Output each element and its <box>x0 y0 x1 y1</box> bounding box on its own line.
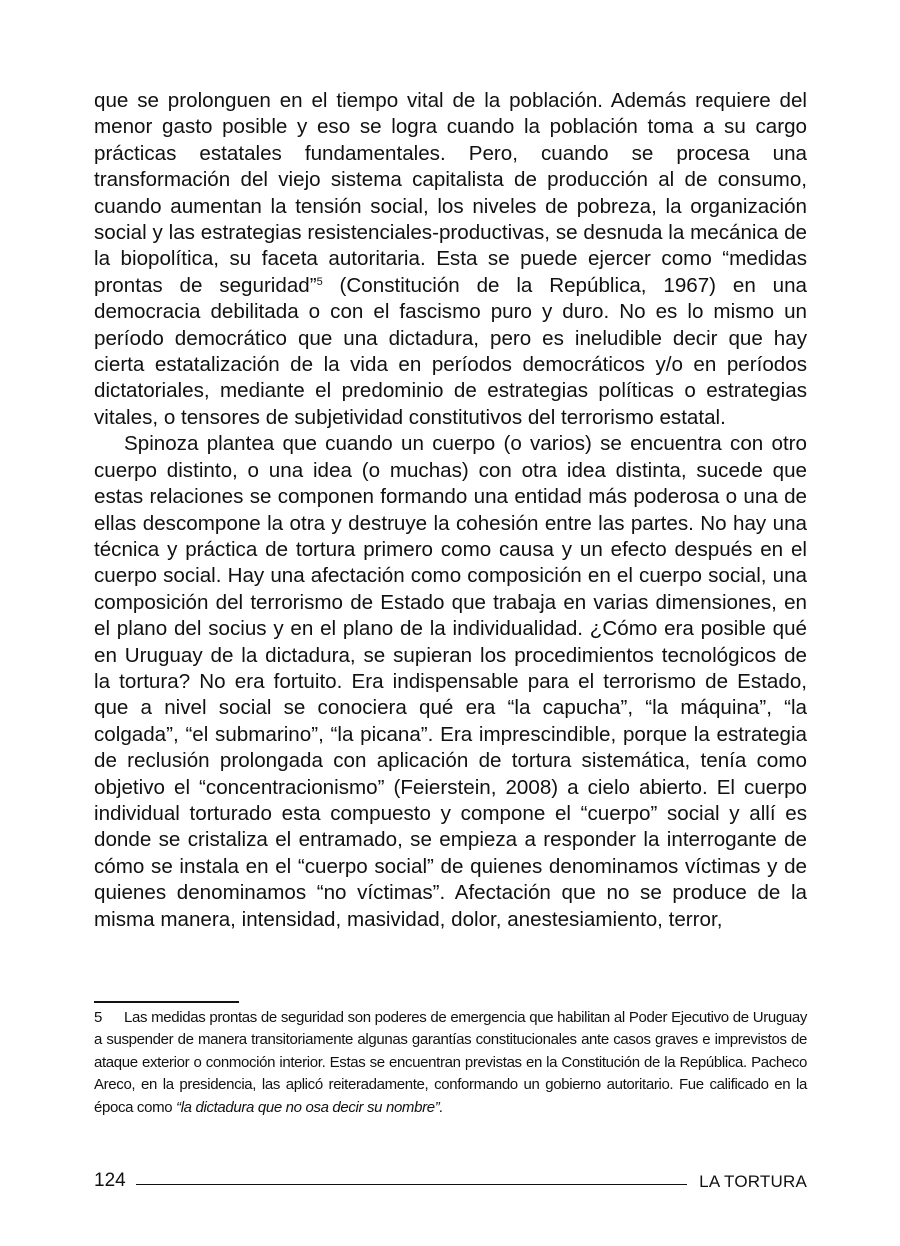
running-title: LA TORTURA <box>699 1172 807 1191</box>
paragraph-1 <box>94 88 807 431</box>
page-footer <box>94 1170 807 1196</box>
footnote-reference: 5 <box>316 275 323 288</box>
page-number: 124 <box>94 1170 126 1191</box>
paragraph-2: Spinoza plantea que cuando un cuerpo (o varios) se encuentra con otro cuerpo distinto, o una idea (o muchas) con otra idea distinta, sucede que estas relaciones se componen formando una entidad más poderosa o una de ellas descompone la otra y destruye la cohesión entre las partes. No hay una técnica y práctica de tortura primero como causa y un efecto después en el cuerpo social. Hay una afectación como composición en el cuerpo social, una composición del terrorismo de Estado que trabaja en varias dimensiones, en el plano del socius y en el plano de la individualidad. ¿Cómo era posible qué en Uruguay de la dictadura, se supieran los procedimientos tecnológicos de la tortura? No era fortuito. Era indispensable para el terrorismo de Estado, que a nivel social se conociera qué era “la capucha”, “la máquina”, “la colgada”, “el submarino”, “la picana”. Era imprescindible, porque la estrategia de reclusión prolongada con aplicación de tortura sistemática, tenía como objetivo el “concentracionismo” (Feierstein, 2008) a cielo abierto. El cuerpo individual torturado esta compuesto y compone el “cuerpo” social y allí es donde se cristaliza el entramado, se empieza a responder la interrogante de cómo se instala en el “cuerpo social” de quienes denominamos víctimas y de quienes denominamos “no víctimas”. Afectación que no se produce de la misma manera, intensidad, masividad, dolor, anestesiamiento, terror, <box>94 432 807 931</box>
paragraph-1-text: que se prolonguen en el tiempo vital de la población. Además requiere del menor gasto posible y eso se logra cuando la población toma a su cargo prácticas estatales fundamentales. Pero, cuando se procesa una transformación del viejo sistema capitalista de producción al de consumo, cuando aumentan la tensión social, los niveles de pobreza, la organización social y las estrategias resistenciales-productivas, se desnuda la mecánica de la biopolítica, su faceta autoritaria. Esta se puede ejercer como “medidas prontas de seguridad” <box>94 89 807 297</box>
footnote-divider <box>94 1001 239 1003</box>
footnote-number: 5 <box>94 1009 102 1026</box>
footnote <box>94 1007 807 1119</box>
footnote-quote: “la dictadura que no osa decir su nombre”. <box>176 1098 444 1116</box>
paragraph-1-continuation: (Constitución de la República, 1967) en una democracia debilitada o con el fascismo puro y duro. No es lo mismo un período democrático que una dictadura, pero es ineludible decir que hay cierta estatalización de la vida en períodos democráticos y/o en períodos dictatoriales, mediante el predominio de estrategias políticas o estrategias vitales, o tensores de subjetividad constitutivos del terrorismo estatal. <box>94 273 807 429</box>
footer-rule <box>136 1184 687 1185</box>
footnote-text: Las medidas prontas de seguridad son poderes de emergencia que habilitan al Poder Ejecutivo de Uruguay a suspender de manera transitoriamente algunas garantías constitucionales ante casos graves e imprevistos de ataque exterior o conmoción interior. Estas se encuentran previstas en la Constitución de la República. Pacheco Areco, en la presidencia, las aplicó reiteradamente, conformando un gobierno autoritario. Fue calificado en la época como <box>94 1009 807 1116</box>
body-text <box>94 88 807 933</box>
